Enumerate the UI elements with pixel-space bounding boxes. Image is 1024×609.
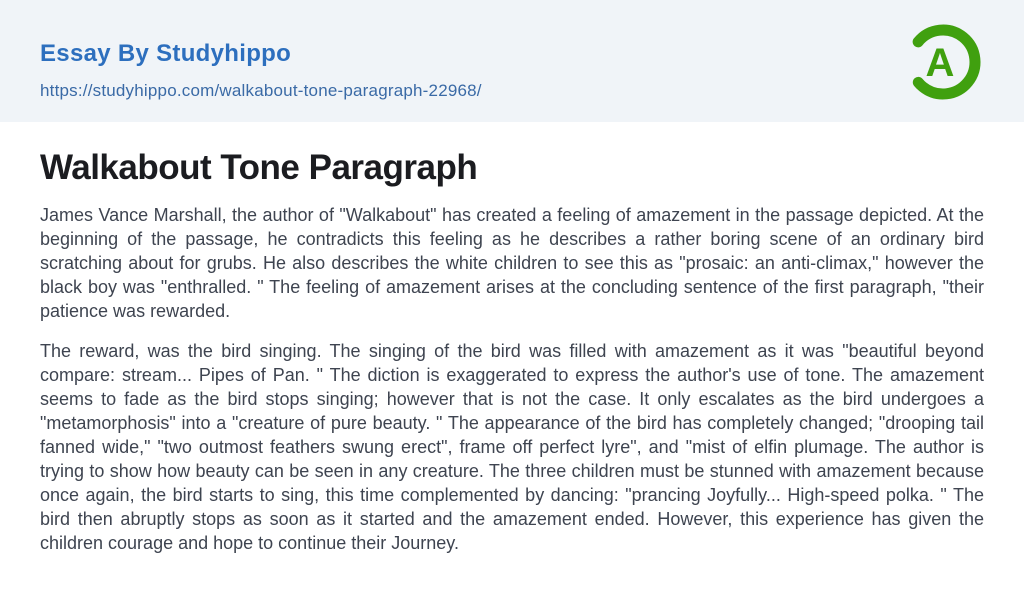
logo-letter: A — [925, 41, 955, 85]
site-title: Essay By Studyhippo — [40, 40, 292, 67]
essay-content — [0, 148, 1024, 555]
essay-paragraph-1: James Vance Marshall, the author of "Walkabout" has created a feeling of amazement in the passage depicted. At the beginning of the passage, he contradicts this feeling as he describes a rather boring scene of an ordinary bird scratching about for grubs. He also describes the white children to see this as "prosaic: an anti-climax," however the black boy was "enthralled. " The feeling of amazement arises at the concluding sentence of the first paragraph, "their patience was rewarded. — [40, 205, 984, 321]
open-circle-logo-icon — [902, 21, 984, 103]
studyhippo-logo — [902, 21, 984, 103]
essay-paragraph-2: The reward, was the bird singing. The singing of the bird was filled with amazement as it was "beautiful beyond compare: stream... Pipes of Pan. " The diction is exaggerated to express the author's use of tone. The amazement seems to fade as the bird stops singing; however that is not the case. It only escalates as the bird undergoes a "metamorphosis" into a "creature of pure beauty. " The appearance of the bird has completely changed; "drooping tail fanned wide," "two outmost feathers swung erect", frame off perfect lyre", and "mist of elfin plumage. The author is trying to show how beauty can be seen in any creature. The three children must be stunned with amazement because once again, the bird starts to sing, this time complemented by dancing: "prancing Joyfully... High-speed polka. " The bird then abruptly stops as soon as it started and the amazement ended. However, this experience has given the children courage and hope to continue their Journey. — [40, 341, 984, 553]
page-header — [0, 0, 1024, 122]
page-title: Walkabout Tone Paragraph — [40, 148, 478, 187]
essay-url-link[interactable]: https://studyhippo.com/walkabout-tone-paragraph-22968/ — [40, 81, 482, 100]
